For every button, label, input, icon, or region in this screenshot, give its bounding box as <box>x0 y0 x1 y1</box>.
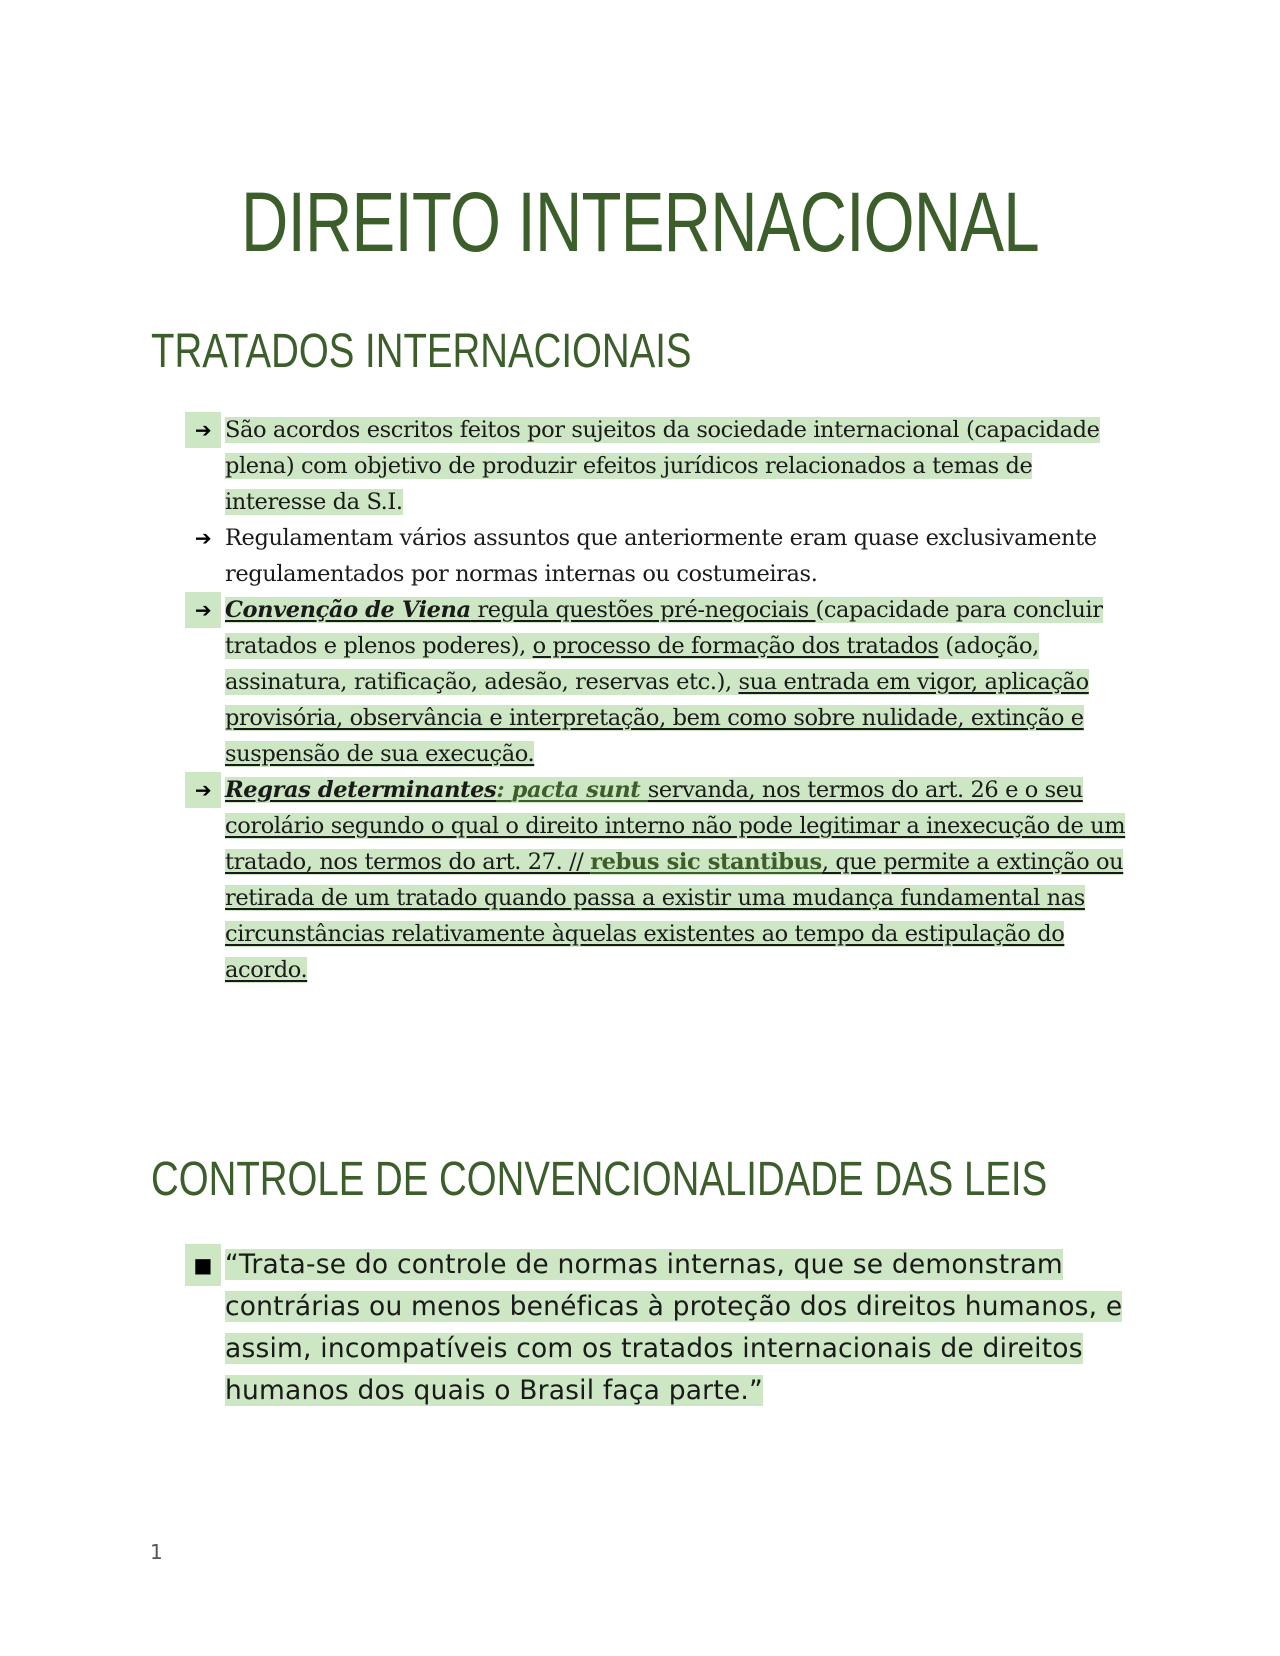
item-text-part: (adoção, assinatura, ratificação, adesão, reservas etc.), <box>225 633 1039 695</box>
controle-list <box>187 1244 1127 1412</box>
list-item <box>187 1244 1127 1412</box>
emphasis-convencao: Convenção de Viena <box>225 597 471 623</box>
right-arrow-icon: ➔ <box>187 772 215 808</box>
list-item <box>187 772 1127 988</box>
right-arrow-icon: ➔ <box>187 592 215 628</box>
page-title: DIREITO INTERNACIONAL <box>241 175 1039 269</box>
emphasis-pacta-sunt: pacta sunt <box>511 777 648 803</box>
emphasis-regras: Regras determinantes <box>225 777 497 803</box>
item-text-part: servanda, nos termos do art. 26 e o seu corolário segundo o qual o direito interno não pode legitimar a inexecução de um tratado, nos termos do art. 27. // <box>225 777 1126 875</box>
right-arrow-icon: ➔ <box>187 412 215 448</box>
tratados-list <box>187 412 1127 988</box>
list-item <box>187 412 1127 520</box>
item-text: São acordos escritos feitos por sujeitos da sociedade internacional (capacidade plena) com objetivo de produzir efeitos jurídicos relacionados a temas de interesse da S.I. <box>225 417 1100 515</box>
list-item <box>187 520 1127 592</box>
item-text-part: o processo de formação dos tratados <box>532 633 939 659</box>
right-arrow-icon: ➔ <box>194 526 212 550</box>
section-heading-tratados: TRATADOS INTERNACIONAIS <box>151 325 692 378</box>
item-text-part: : <box>496 777 512 803</box>
quote-text: “Trata-se do controle de normas internas, que se demonstram contrárias ou menos benéficas à proteção dos direitos humanos, e assim, incompatíveis com os tratados internacionais de direitos humanos dos quais o Brasil faça parte.” <box>225 1249 1123 1406</box>
item-text: Regulamentam vários assuntos que anteriormente eram quase exclusivamente regulamentados por normas internas ou costumeiras. <box>225 525 1097 587</box>
emphasis-rebus: rebus sic stantibus <box>590 849 822 875</box>
list-item <box>187 592 1127 772</box>
square-bullet-icon: ■ <box>187 1244 215 1286</box>
page-number: 1 <box>150 1540 163 1564</box>
item-text-part: , que permite a extinção ou retirada de um tratado quando passa a existir uma mudança fundamental nas circunstâncias relativamente àquelas existentes ao tempo da estipulação do acordo. <box>225 849 1124 983</box>
section-heading-controle: CONTROLE DE CONVENCIONALIDADE DAS LEIS <box>151 1153 1048 1206</box>
item-text-part: (capacidade para concluir tratados e plenos poderes), <box>225 597 1103 659</box>
item-text-part: sua entrada em vigor, aplicação provisória, observância e interpretação, bem como sobre nulidade, extinção e suspensão de sua execução. <box>225 669 1089 767</box>
item-text-part: regula questões pré-negociais <box>470 597 816 623</box>
